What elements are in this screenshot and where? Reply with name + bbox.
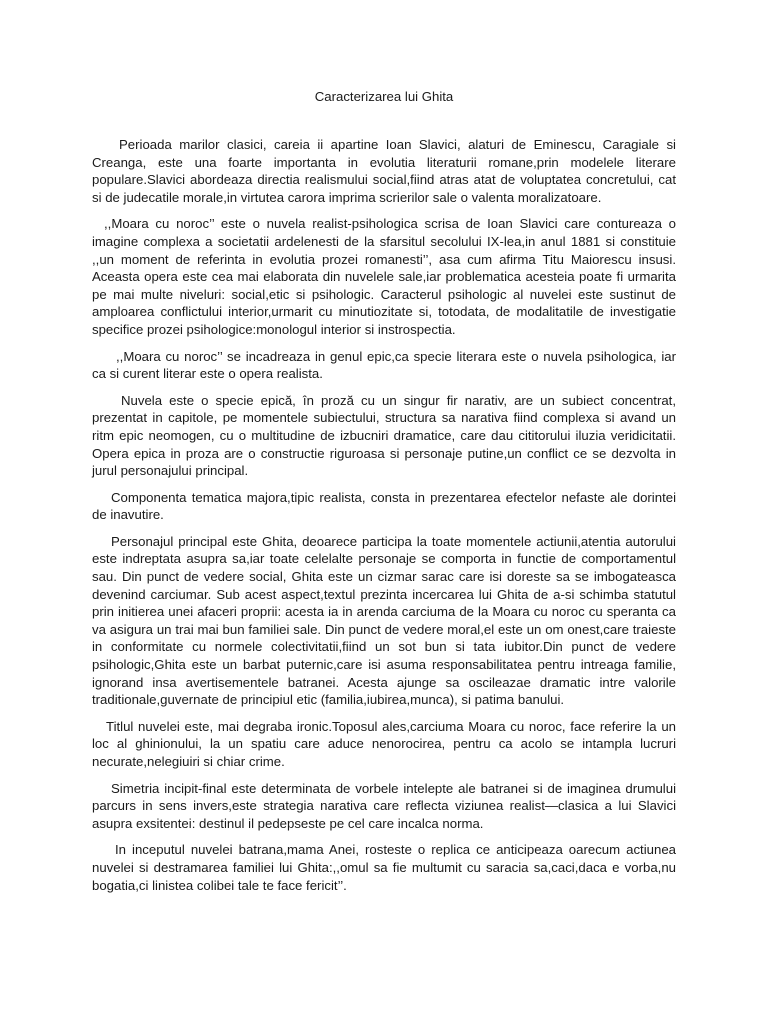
paragraph-tema: Componenta tematica majora,tipic realista, consta in prezentarea efectelor nefaste ale dorintei de inavutire. [92,489,676,523]
paragraph-definitie-nuvela: Nuvela este o specie epică, în proză cu un singur fir narativ, are un subiect concentrat, prezentat in capitole, pe momentele subiectului, structura sa narativa fiind complexa si avand un ritm epic neomogen, cu o multitudine de izbucniri dramatice, care dau cititorului iluzia veridicitatii. Opera epica in proza are o constructie riguroasa si personaje putine,un conflict ce se dezvolta in jurul personajului principal. [92,392,676,479]
paragraph-titlu: Titlul nuvelei este, mai degraba ironic.Toposul ales,carciuma Moara cu noroc, face referire la un loc al ghinionului, la un spatiu care aduce nenorocirea, pentru ca acolo se intampla lucruri necurate,nelegiuiri si chiar crime. [92,718,676,769]
paragraph-intro: Perioada marilor clasici, careia ii apartine Ioan Slavici, alaturi de Eminescu, Caragiale si Creanga, este una foarte importanta in evolutia literaturii romane,prin modelele literare populare.Slavici abordeaza directia realismului social,fiind atras atat de voluptatea concretului, cat si de judecatile morale,in virtutea carora imprima scrierilor sale o valenta moralizatoare. [92,137,676,205]
document-body [92,136,676,903]
paragraph-personaj-principal: Personajul principal este Ghita, deoarece participa la toate momentele actiunii,atentia autorului este indreptata asupra sa,iar toate celelalte personaje se comporta in functie de comportamentul sau. Din punct de vedere social, Ghita este un cizmar sarac care isi doreste sa se imbogateasca devenind carciumar. Sub acest aspect,textul prezinta incercarea lui Ghita de a-si schimba statutul prin initierea unei afaceri proprii: acesta ia in arenda carciuma de la Moara cu noroc cu speranta ca va asigura un trai mai bun familiei sale. Din punct de vedere moral,el este un om onest,care traieste in conformitate cu normele colectivitatii,fiind un sot bun si tata iubitor.Din punct de vedere psihologic,Ghita este un barbat puternic,care isi asuma responsabilitatea pentru intreaga familie, ignorand insa avertisementele batranei. Acesta ajunge sa oscileazae dramatic intre valorile traditionale,guvernate de principiul etic (familia,iubirea,munca), si patima banului. [92,533,676,708]
paragraph-incipit: In inceputul nuvelei batrana,mama Anei, rosteste o replica ce anticipeaza oarecum actiunea nuvelei si destramarea familiei lui Ghita:,,omul sa fie multumit cu saracia sa,caci,daca e vorba,nu bogatia,ci linistea colibei tale te face fericit’’. [92,842,676,893]
paragraph-simetrie: Simetria incipit-final este determinata de vorbele intelepte ale batranei si de imaginea drumului parcurs in sens invers,este strategia narativa care reflecta viziunea realist—clasica a lui Slavici asupra exsitentei: destinul il pedepseste pe cel care incalca norma. [92,780,676,831]
paragraph-nuvela-context: ,,Moara cu noroc’’ este o nuvela realist-psihologica scrisa de Ioan Slavici care contureaza o imagine complexa a societatii ardelenesti de la sfarsitul secolului IX-lea,in anul 1881 si constituie ,,un moment de referinta in evolutia prozei romanesti’’, asa cum afirma Titu Maiorescu insusi. Aceasta opera este cea mai elaborata din nuvelele sale,iar problematica acesteia poate fi urmarita pe mai multe niveluri: social,etic si psihologic. Caracterul psihologic al nuvelei este sustinut de amploarea conflictului interior,urmarit cu minutiozitate si, totodata, de modalitatile de investigatie specifice prozei psihologice:monologul interior si instrospectia. [92,216,676,337]
paragraph-gen-specie: ,,Moara cu noroc’’ se incadreaza in genul epic,ca specie literara este o nuvela psihologica, iar ca si curent literar este o opera realista. [92,348,676,382]
document-title: Caracterizarea lui Ghita [314,89,454,104]
